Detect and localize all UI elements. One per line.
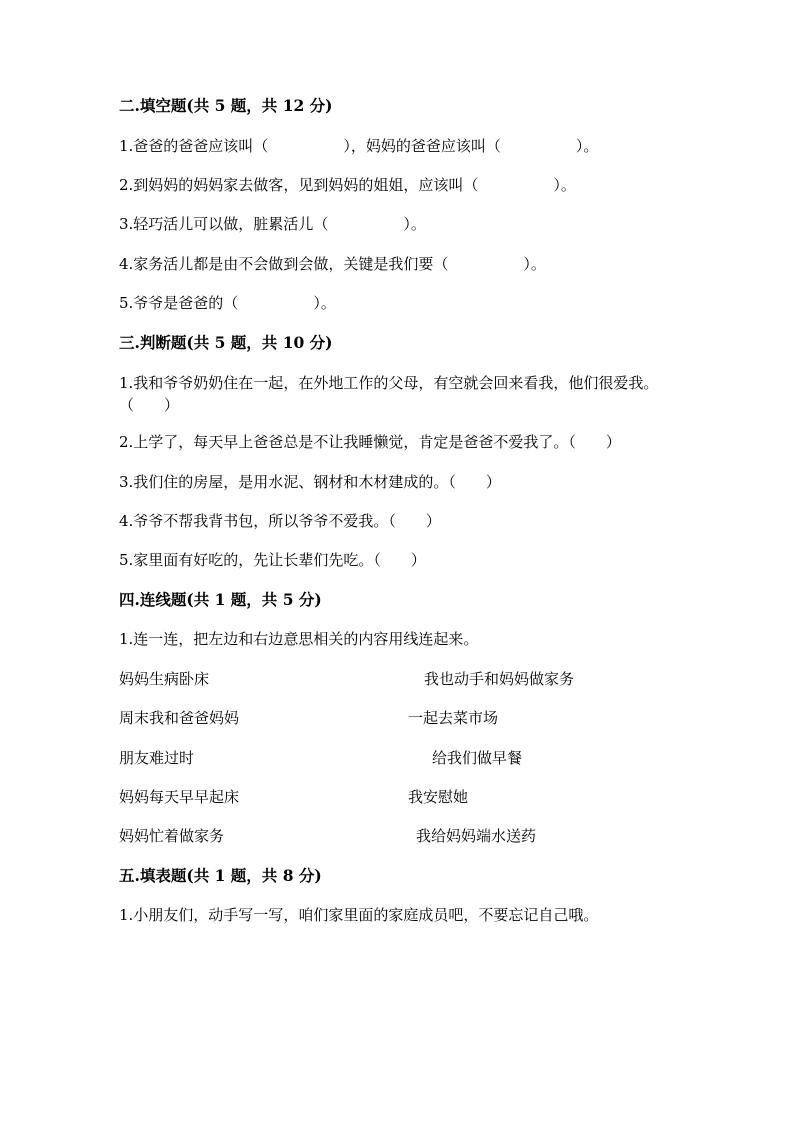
matching-right-item: 我也动手和妈妈做家务 — [424, 670, 575, 688]
question-item: 3.轻巧活儿可以做，脏累活儿（ ）。 — [119, 215, 426, 233]
section-matching-heading: 四.连线题(共 1 题，共 5 分) — [119, 590, 322, 609]
matching-instruction: 1.连一连，把左边和右边意思相关的内容用线连起来。 — [119, 630, 479, 648]
table-instruction: 1.小朋友们，动手写一写，咱们家里面的家庭成员吧，不要忘记自己哦。 — [119, 906, 599, 924]
matching-left-item: 妈妈生病卧床 — [119, 670, 210, 688]
section-fill-blank-heading: 二.填空题(共 5 题，共 12 分) — [119, 96, 333, 115]
section-table-heading: 五.填表题(共 1 题，共 8 分) — [119, 866, 322, 885]
matching-right-item: 一起去菜市场 — [408, 709, 499, 727]
question-item: 5.爷爷是爸爸的（ ）。 — [119, 294, 336, 312]
matching-right-item: 我给妈妈端水送药 — [416, 827, 537, 845]
matching-right-item: 我安慰她 — [408, 788, 469, 806]
section-true-false-heading: 三.判断题(共 5 题，共 10 分) — [119, 333, 333, 352]
question-item: 4.家务活儿都是由不会做到会做，关键是我们要（ ）。 — [119, 255, 546, 273]
matching-left-item: 妈妈每天早早起床 — [119, 788, 240, 806]
question-item: 5.家里面有好吃的，先让长辈们先吃。（ ） — [119, 551, 426, 569]
question-item: 2.到妈妈的妈妈家去做客，见到妈妈的姐姐，应该叫（ ）。 — [119, 176, 576, 194]
matching-left-item: 周末我和爸爸妈妈 — [119, 709, 240, 727]
question-item: 3.我们住的房屋，是用水泥、钢材和木材建成的。（ ） — [119, 473, 501, 491]
question-item: 1.我和爷爷奶奶住在一起，在外地工作的父母，有空就会回来看我，他们很爱我。（ ） — [119, 374, 659, 414]
question-item: 2.上学了，每天早上爸爸总是不让我睡懒觉，肯定是爸爸不爱我了。（ ） — [119, 433, 621, 451]
question-item: 1.爸爸的爸爸应该叫（ ），妈妈的爸爸应该叫（ ）。 — [119, 137, 599, 155]
matching-right-item: 给我们做早餐 — [432, 749, 523, 767]
matching-left-item: 朋友难过时 — [119, 749, 195, 767]
question-item: 4.爷爷不帮我背书包，所以爷爷不爱我。（ ） — [119, 512, 441, 530]
matching-left-item: 妈妈忙着做家务 — [119, 827, 225, 845]
